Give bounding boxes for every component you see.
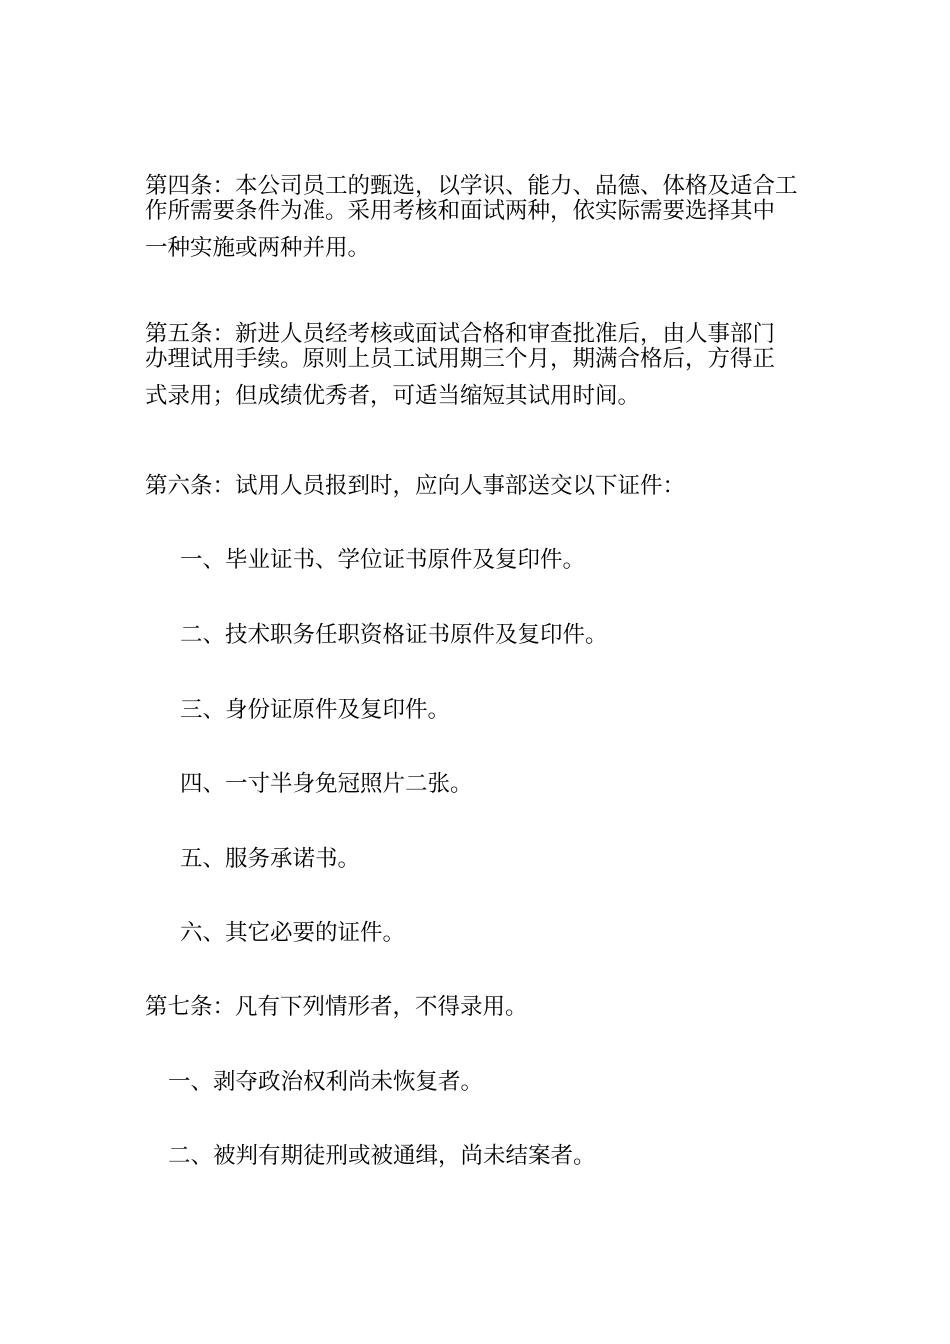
article-5-line-2: 办理试用手续。原则上员工试用期三个月，期满合格后，方得正: [145, 346, 776, 372]
article-6-item-2: 二、技术职务任职资格证书原件及复印件。: [180, 622, 608, 648]
article-7-heading: 第七条：凡有下列情形者，不得录用。: [145, 994, 528, 1020]
article-6-item-4: 四、一寸半身免冠照片二张。: [180, 771, 473, 797]
article-4-line-1: 第四条：本公司员工的甄选，以学识、能力、品德、体格及适合工: [145, 173, 798, 199]
article-7-item-1: 一、剥夺政治权利尚未恢复者。: [168, 1069, 484, 1095]
article-6-item-6: 六、其它必要的证件。: [180, 920, 406, 946]
article-5-line-3: 式录用；但成绩优秀者，可适当缩短其试用时间。: [145, 383, 641, 409]
article-5-paragraph: [145, 322, 815, 409]
article-6-item-1: 一、毕业证书、学位证书原件及复印件。: [180, 547, 586, 573]
article-4-paragraph: [145, 174, 815, 261]
article-4-line-2: 作所需要条件为准。采用考核和面试两种，依实际需要选择其中: [145, 198, 776, 224]
article-6-heading: 第六条：试用人员报到时，应向人事部送交以下证件：: [145, 473, 686, 499]
article-7-item-2: 二、被判有期徒刑或被通缉，尚未结案者。: [168, 1143, 596, 1169]
article-6-item-3: 三、身份证原件及复印件。: [180, 697, 451, 723]
article-6-item-5: 五、服务承诺书。: [180, 846, 361, 872]
article-5-line-1: 第五条：新进人员经考核或面试合格和审查批准后，由人事部门: [145, 321, 776, 347]
article-4-line-3: 一种实施或两种并用。: [145, 235, 371, 261]
